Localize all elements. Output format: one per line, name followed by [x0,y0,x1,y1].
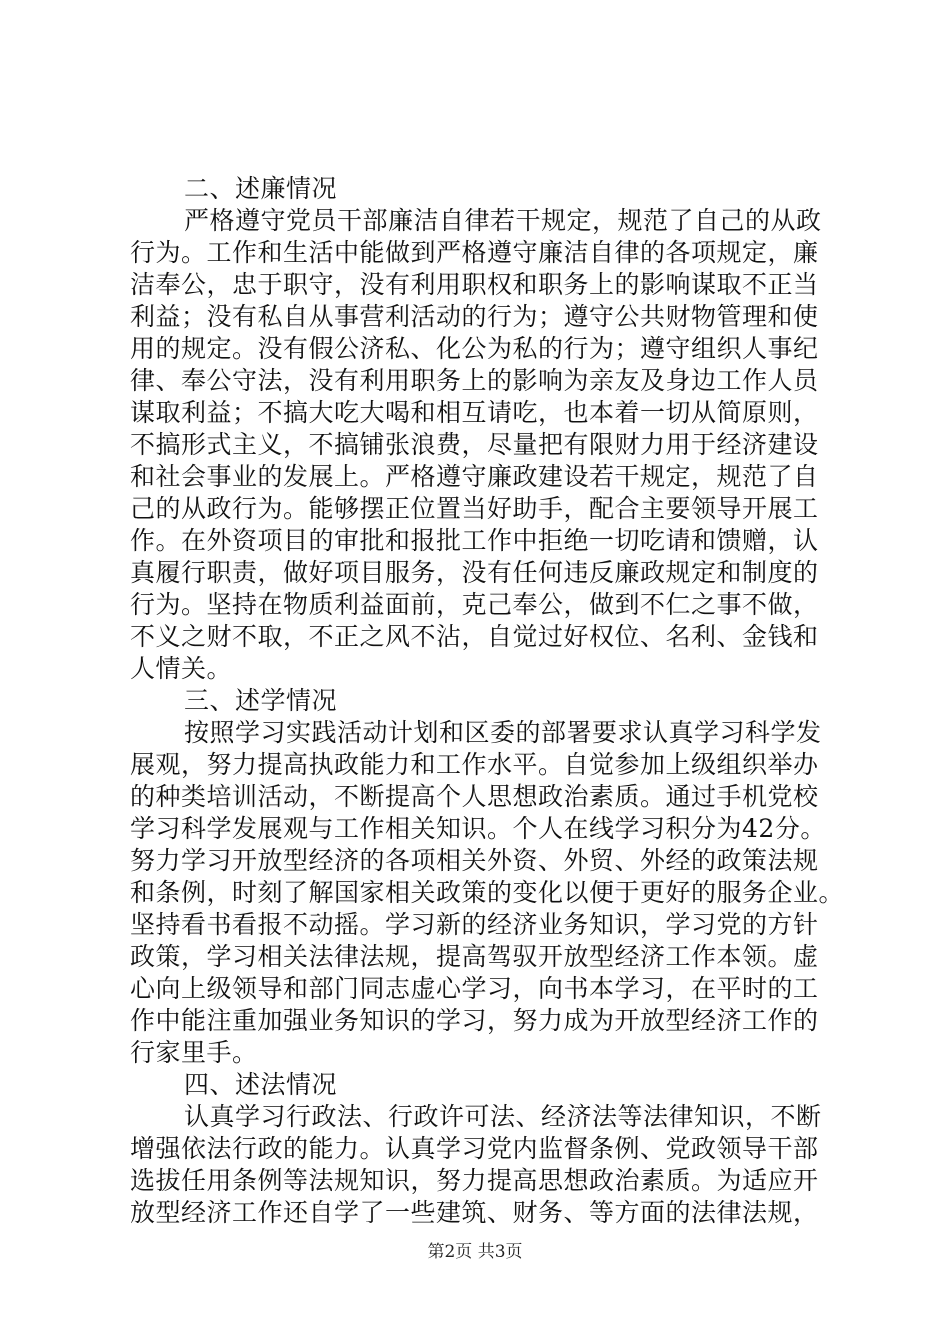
paragraph-line: 行家里手。 [130,1038,258,1067]
page-footer: 第2页 共3页 [427,1242,523,1262]
paragraph-line: 选拔任用条例等法规知识，努力提高思想政治素质。为适应开 [130,1166,819,1195]
paragraph-line: 用的规定。没有假公济私、化公为私的行为；遵守组织人事纪 [130,334,819,363]
paragraph-line: 不搞形式主义，不搞铺张浪费，尽量把有限财力用于经济建设 [130,430,819,459]
paragraph-line: 谋取利益；不搞大吃大喝和相互请吃，也本着一切从简原则， [130,398,819,427]
paragraph-line: 律、奉公守法，没有利用职务上的影响为亲友及身边工作人员 [130,366,819,395]
paragraph-line: 不义之财不取，不正之风不沾，自觉过好权位、名利、金钱和 [130,622,819,651]
section-lian [130,173,830,685]
paragraph-line: 的种类培训活动，不断提高个人思想政治素质。通过手机党校 [130,782,819,811]
paragraph-line: 和条例，时刻了解国家相关政策的变化以便于更好的服务企业。 [130,878,845,907]
paragraph-line: 政策，学习相关法律法规，提高驾驭开放型经济工作本领。虚 [130,942,819,971]
paragraph-line: 作中能注重加强业务知识的学习，努力成为开放型经济工作的 [130,1006,819,1035]
section-heading: 四、述法情况 [184,1070,338,1099]
paragraph-line: 展观，努力提高执政能力和工作水平。自觉参加上级组织举办 [130,750,819,779]
paragraph-line: 心向上级领导和部门同志虚心学习，向书本学习，在平时的工 [130,974,819,1003]
paragraph-line: 作。在外资项目的审批和报批工作中拒绝一切吃请和馈赠，认 [130,526,819,555]
paragraph-line: 人情关。 [130,654,233,683]
section-heading: 三、述学情况 [184,686,338,715]
paragraph-line: 努力学习开放型经济的各项相关外资、外贸、外经的政策法规 [130,846,819,875]
paragraph-line: 和社会事业的发展上。严格遵守廉政建设若干规定，规范了自 [130,462,819,491]
paragraph-line: 学习科学发展观与工作相关知识。个人在线学习积分为42分。 [130,814,826,843]
paragraph-line: 行为。工作和生活中能做到严格遵守廉洁自律的各项规定，廉 [130,238,819,267]
paragraph-line: 真履行职责，做好项目服务，没有任何违反廉政规定和制度的 [130,558,819,587]
paragraph-line: 利益；没有私自从事营利活动的行为；遵守公共财物管理和使 [130,302,819,331]
section-heading: 二、述廉情况 [184,174,338,203]
section-xue [130,685,845,1069]
document-body [130,173,845,1229]
paragraph-line: 严格遵守党员干部廉洁自律若干规定，规范了自己的从政 [184,206,822,235]
paragraph-line: 增强依法行政的能力。认真学习党内监督条例、党政领导干部 [130,1134,819,1163]
paragraph-line: 己的从政行为。能够摆正位置当好助手，配合主要领导开展工 [130,494,819,523]
paragraph-line: 放型经济工作还自学了一些建筑、财务、等方面的法律法规， [130,1198,819,1227]
paragraph-line: 行为。坚持在物质利益面前，克己奉公，做到不仁之事不做， [130,590,819,619]
section-fa [130,1069,830,1229]
paragraph-line: 坚持看书看报不动摇。学习新的经济业务知识，学习党的方针 [130,910,819,939]
paragraph-line: 按照学习实践活动计划和区委的部署要求认真学习科学发 [184,718,822,747]
paragraph-line: 认真学习行政法、行政许可法、经济法等法律知识，不断 [184,1102,822,1131]
paragraph-line: 洁奉公，忠于职守，没有利用职权和职务上的影响谋取不正当 [130,270,819,299]
